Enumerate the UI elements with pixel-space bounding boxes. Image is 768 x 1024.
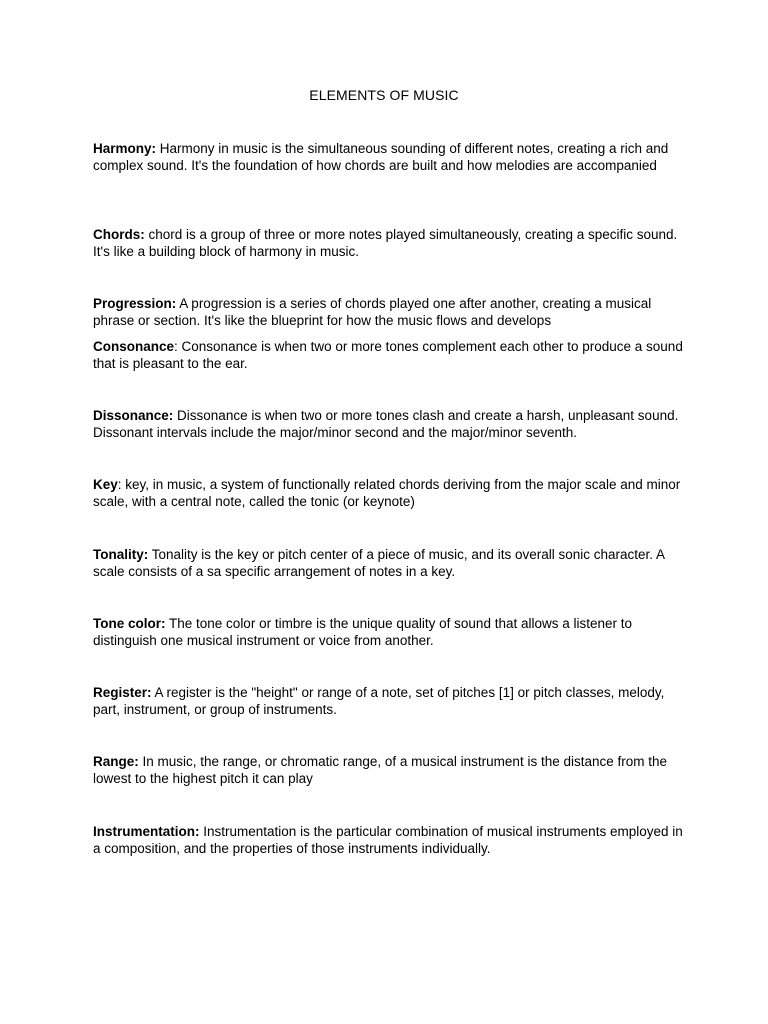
document-title: ELEMENTS OF MUSIC bbox=[309, 87, 459, 103]
entry-harmony bbox=[93, 140, 683, 174]
entry-instrumentation bbox=[93, 823, 683, 857]
term-separator: : bbox=[174, 339, 182, 354]
definition-text: A progression is a series of chords played one after another, creating a musical phrase or section. It's like the blueprint for how the music flows and develops bbox=[93, 296, 652, 328]
term-label: Consonance bbox=[93, 339, 175, 354]
term-label: Tonality: bbox=[93, 547, 149, 562]
entry-chords bbox=[93, 226, 683, 260]
entry-dissonance bbox=[93, 407, 683, 441]
term-label: Dissonance: bbox=[93, 408, 174, 423]
entry-range bbox=[93, 753, 683, 787]
term-label: Tone color: bbox=[93, 616, 166, 631]
term-separator: : bbox=[117, 477, 126, 492]
entry-progression bbox=[93, 295, 683, 329]
term-label: Instrumentation: bbox=[93, 824, 200, 839]
entry-consonance bbox=[93, 338, 683, 372]
term-label: Progression: bbox=[93, 296, 177, 311]
definition-text: key, in music, a system of functionally related chords deriving from the major scale and minor scale, with a central note, called the tonic (or keynote) bbox=[93, 477, 681, 509]
term-label: Register: bbox=[93, 685, 152, 700]
term-label: Harmony: bbox=[93, 141, 157, 156]
term-label: Chords: bbox=[93, 227, 145, 242]
term-label: Key bbox=[93, 477, 118, 492]
definition-text: A register is the "height" or range of a note, set of pitches [1] or pitch classes, melody, part, instrument, or group of instruments. bbox=[93, 685, 665, 717]
definition-text: chord is a group of three or more notes played simultaneously, creating a specific sound. It's like a building block of harmony in music. bbox=[93, 227, 678, 259]
definition-text: The tone color or timbre is the unique quality of sound that allows a listener to distinguish one musical instrument or voice from another. bbox=[93, 616, 633, 648]
definition-text: In music, the range, or chromatic range, of a musical instrument is the distance from the lowest to the highest pitch it can play bbox=[93, 754, 668, 786]
entry-tonality bbox=[93, 546, 683, 580]
definition-text: Instrumentation is the particular combination of musical instruments employed in a composition, and the properties of those instruments individually. bbox=[93, 824, 683, 856]
definition-text: Harmony in music is the simultaneous sounding of different notes, creating a rich and complex sound. It's the foundation of how chords are built and how melodies are accompanied bbox=[93, 141, 669, 173]
definition-text: Consonance is when two or more tones complement each other to produce a sound that is pleasant to the ear. bbox=[93, 339, 683, 371]
definition-text: Dissonance is when two or more tones clash and create a harsh, unpleasant sound. Dissonant intervals include the major/minor second and the major/minor seventh. bbox=[93, 408, 679, 440]
entry-tone-color bbox=[93, 615, 683, 649]
entry-key bbox=[93, 476, 683, 510]
entry-register bbox=[93, 684, 683, 718]
definition-text: Tonality is the key or pitch center of a piece of music, and its overall sonic character. A scale consists of a sa specific arrangement of notes in a key. bbox=[93, 547, 665, 579]
term-label: Range: bbox=[93, 754, 139, 769]
